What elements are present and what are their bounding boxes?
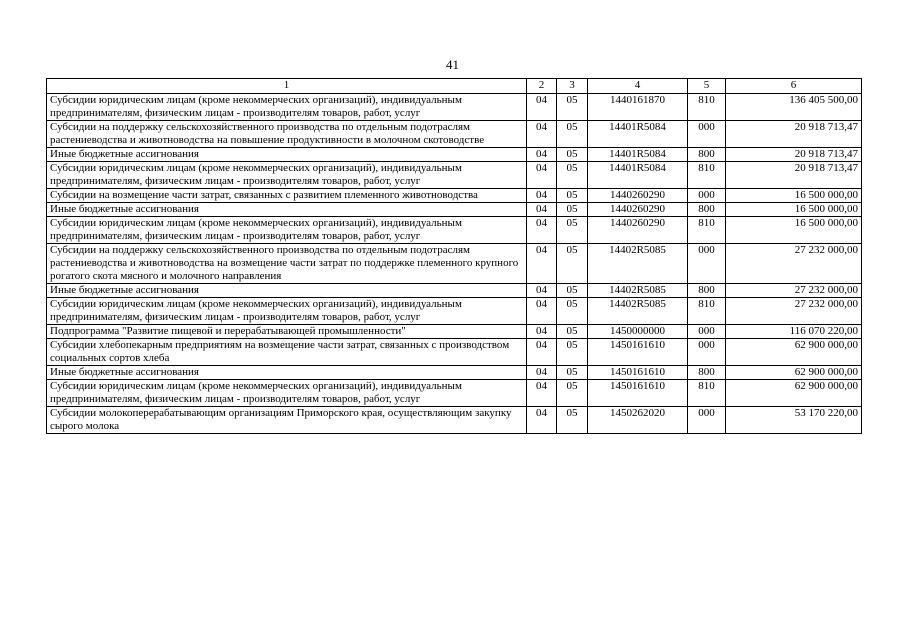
row-subsection-cell: 05: [557, 189, 588, 203]
row-section-cell: 04: [527, 217, 557, 244]
row-expense-type-cell: 800: [688, 203, 726, 217]
budget-table: [46, 78, 862, 434]
row-name-cell: Субсидии на поддержку сельскохозяйственного производства по отдельным подотраслям растениеводства и животноводства на повышение продуктивности в молочном скотоводстве: [47, 121, 527, 148]
row-subsection-cell: 05: [557, 148, 588, 162]
row-subsection-cell: 05: [557, 325, 588, 339]
row-section-cell: 04: [527, 284, 557, 298]
row-section-cell: 04: [527, 298, 557, 325]
row-expense-type-cell: 800: [688, 148, 726, 162]
header-cell-2: 2: [527, 79, 557, 94]
row-name-cell: Иные бюджетные ассигнования: [47, 284, 527, 298]
row-expense-type-cell: 000: [688, 244, 726, 284]
row-expense-type-cell: 000: [688, 407, 726, 434]
table-row: [47, 284, 862, 298]
row-subsection-cell: 05: [557, 203, 588, 217]
row-name-cell: Субсидии на возмещение части затрат, связанных с развитием племенного животноводства: [47, 189, 527, 203]
row-name-cell: Субсидии юридическим лицам (кроме некоммерческих организаций), индивидуальным предпринимателям, физическим лицам - производителям товаров, работ, услуг: [47, 217, 527, 244]
table-row: [47, 325, 862, 339]
table-row: [47, 121, 862, 148]
row-section-cell: 04: [527, 203, 557, 217]
row-section-cell: 04: [527, 148, 557, 162]
row-amount-cell: 116 070 220,00: [726, 325, 862, 339]
row-amount-cell: 27 232 000,00: [726, 298, 862, 325]
row-section-cell: 04: [527, 325, 557, 339]
row-target-code-cell: 1450262020: [588, 407, 688, 434]
row-target-code-cell: 1440260290: [588, 217, 688, 244]
row-name-cell: Субсидии молокоперерабатывающим организациям Приморского края, осуществляющим закупку сырого молока: [47, 407, 527, 434]
row-subsection-cell: 05: [557, 380, 588, 407]
row-amount-cell: 62 900 000,00: [726, 366, 862, 380]
row-name-cell: Субсидии хлебопекарным предприятиям на возмещение части затрат, связанных с производством социальных сортов хлеба: [47, 339, 527, 366]
row-name-cell: Субсидии юридическим лицам (кроме некоммерческих организаций), индивидуальным предпринимателям, физическим лицам - производителям товаров, работ, услуг: [47, 298, 527, 325]
row-amount-cell: 62 900 000,00: [726, 339, 862, 366]
row-section-cell: 04: [527, 407, 557, 434]
row-target-code-cell: 14402R5085: [588, 244, 688, 284]
row-name-cell: Подпрограмма "Развитие пищевой и перерабатывающей промышленности": [47, 325, 527, 339]
row-amount-cell: 27 232 000,00: [726, 244, 862, 284]
row-target-code-cell: 1440260290: [588, 189, 688, 203]
row-section-cell: 04: [527, 189, 557, 203]
row-subsection-cell: 05: [557, 94, 588, 121]
row-subsection-cell: 05: [557, 407, 588, 434]
row-section-cell: 04: [527, 380, 557, 407]
row-expense-type-cell: 000: [688, 339, 726, 366]
row-subsection-cell: 05: [557, 162, 588, 189]
header-cell-1: 1: [47, 79, 527, 94]
header-cell-4: 4: [588, 79, 688, 94]
table-row: [47, 380, 862, 407]
row-amount-cell: 62 900 000,00: [726, 380, 862, 407]
table-row: [47, 366, 862, 380]
row-amount-cell: 20 918 713,47: [726, 162, 862, 189]
row-subsection-cell: 05: [557, 298, 588, 325]
row-target-code-cell: 1440260290: [588, 203, 688, 217]
budget-table-body: [47, 79, 862, 434]
row-expense-type-cell: 810: [688, 94, 726, 121]
row-name-cell: Иные бюджетные ассигнования: [47, 148, 527, 162]
row-name-cell: Субсидии юридическим лицам (кроме некоммерческих организаций), индивидуальным предпринимателям, физическим лицам - производителям товаров, работ, услуг: [47, 94, 527, 121]
row-section-cell: 04: [527, 94, 557, 121]
row-name-cell: Иные бюджетные ассигнования: [47, 203, 527, 217]
header-cell-5: 5: [688, 79, 726, 94]
row-expense-type-cell: 810: [688, 380, 726, 407]
table-row: [47, 189, 862, 203]
row-section-cell: 04: [527, 162, 557, 189]
row-amount-cell: 53 170 220,00: [726, 407, 862, 434]
row-subsection-cell: 05: [557, 244, 588, 284]
row-amount-cell: 27 232 000,00: [726, 284, 862, 298]
row-target-code-cell: 14401R5084: [588, 148, 688, 162]
row-target-code-cell: 1450161610: [588, 380, 688, 407]
row-expense-type-cell: 000: [688, 121, 726, 148]
row-expense-type-cell: 800: [688, 284, 726, 298]
row-subsection-cell: 05: [557, 121, 588, 148]
row-expense-type-cell: 810: [688, 217, 726, 244]
row-section-cell: 04: [527, 366, 557, 380]
header-cell-3: 3: [557, 79, 588, 94]
row-amount-cell: 16 500 000,00: [726, 203, 862, 217]
row-target-code-cell: 1440161870: [588, 94, 688, 121]
table-row: [47, 203, 862, 217]
row-target-code-cell: 1450000000: [588, 325, 688, 339]
row-expense-type-cell: 800: [688, 366, 726, 380]
row-amount-cell: 16 500 000,00: [726, 217, 862, 244]
row-name-cell: Субсидии юридическим лицам (кроме некоммерческих организаций), индивидуальным предпринимателям, физическим лицам - производителям товаров, работ, услуг: [47, 380, 527, 407]
table-row: [47, 162, 862, 189]
row-expense-type-cell: 000: [688, 325, 726, 339]
row-expense-type-cell: 000: [688, 189, 726, 203]
row-target-code-cell: 14402R5085: [588, 298, 688, 325]
row-target-code-cell: 1450161610: [588, 339, 688, 366]
row-target-code-cell: 14402R5085: [588, 284, 688, 298]
table-header-row: [47, 79, 862, 94]
table-row: [47, 298, 862, 325]
row-section-cell: 04: [527, 339, 557, 366]
row-target-code-cell: 14401R5084: [588, 162, 688, 189]
row-amount-cell: 20 918 713,47: [726, 148, 862, 162]
table-row: [47, 339, 862, 366]
page-number: 41: [446, 57, 459, 72]
header-cell-6: 6: [726, 79, 862, 94]
row-amount-cell: 136 405 500,00: [726, 94, 862, 121]
row-section-cell: 04: [527, 121, 557, 148]
table-row: [47, 407, 862, 434]
row-expense-type-cell: 810: [688, 298, 726, 325]
row-amount-cell: 16 500 000,00: [726, 189, 862, 203]
row-subsection-cell: 05: [557, 366, 588, 380]
row-subsection-cell: 05: [557, 284, 588, 298]
row-name-cell: Субсидии юридическим лицам (кроме некоммерческих организаций), индивидуальным предпринимателям, физическим лицам - производителям товаров, работ, услуг: [47, 162, 527, 189]
row-expense-type-cell: 810: [688, 162, 726, 189]
row-target-code-cell: 14401R5084: [588, 121, 688, 148]
row-name-cell: Субсидии на поддержку сельскохозяйственного производства по отдельным подотраслям растениеводства и животноводства на возмещение части затрат по поддержке племенного крупного рогатого скота мясного и молочного направления: [47, 244, 527, 284]
row-name-cell: Иные бюджетные ассигнования: [47, 366, 527, 380]
table-row: [47, 94, 862, 121]
row-subsection-cell: 05: [557, 339, 588, 366]
row-amount-cell: 20 918 713,47: [726, 121, 862, 148]
table-row: [47, 244, 862, 284]
table-row: [47, 217, 862, 244]
row-section-cell: 04: [527, 244, 557, 284]
table-row: [47, 148, 862, 162]
row-target-code-cell: 1450161610: [588, 366, 688, 380]
row-subsection-cell: 05: [557, 217, 588, 244]
